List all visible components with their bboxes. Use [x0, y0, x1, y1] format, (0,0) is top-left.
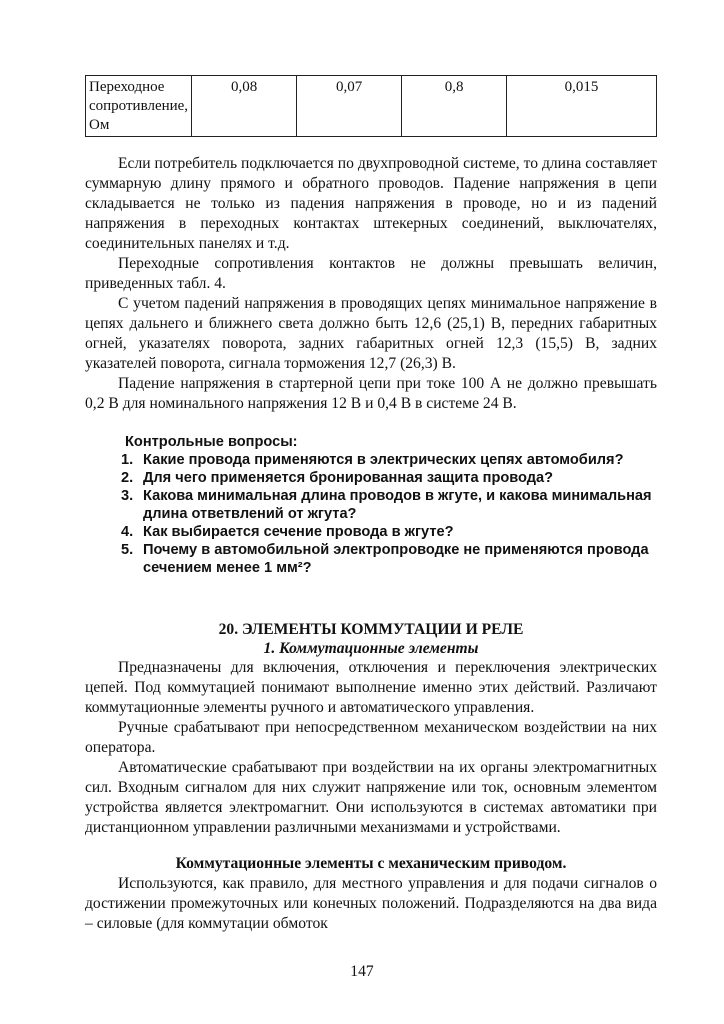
table-cell-value: 0,8	[402, 76, 507, 137]
question-number: 2.	[121, 470, 134, 486]
table-cell-value: 0,015	[507, 76, 657, 137]
list-item	[85, 487, 657, 523]
section-title: 20. ЭЛЕМЕНТЫ КОММУТАЦИИ И РЕЛЕ	[218, 621, 524, 638]
body-text	[85, 154, 657, 414]
questions-list	[85, 451, 657, 577]
question-number: 4.	[121, 524, 134, 540]
paragraph: Предназначены для включения, отключения и переключения электрических цепей. Под коммутацией понимают выполнение именно этих действий. Различают коммутационные элементы ручного и автоматического управления.	[85, 659, 657, 716]
question-text: Какова минимальная длина проводов в жгуте, и какова минимальная длина ответвлений от жгута?	[143, 488, 652, 522]
paragraph: Переходные сопротивления контактов не должны превышать величин, приведенных табл. 4.	[85, 255, 657, 292]
resistance-table	[85, 75, 657, 137]
question-text: Как выбирается сечение провода в жгуте?	[143, 524, 454, 540]
question-number: 5.	[121, 542, 134, 558]
review-questions	[85, 433, 657, 577]
question-text: Почему в автомобильной электропроводке не применяются провода сечением менее 1 мм²?	[143, 542, 649, 576]
table-row	[86, 76, 657, 137]
paragraph: С учетом падений напряжения в проводящих цепях минимальное напряжение в цепях дальнего и ближнего света должно быть 12,6 (25,1) В, передних габаритных огней, указателях поворота, задних габаритных огней 12,3 (15,5) В, задних указателей поворота, сигнала торможения 12,7 (26,3) В.	[85, 295, 657, 372]
question-text: Для чего применяется бронированная защита провода?	[143, 470, 554, 486]
table-cell-value: 0,08	[192, 76, 297, 137]
paragraph: Если потребитель подключается по двухпроводной системе, то длина составляет суммарную длину прямого и обратного проводов. Падение напряжения в цепи складывается не только из падения напряжения в проводе, но и из падений напряжения в переходных контактах штекерных соединений, выключателях, соединительных панелях и т.д.	[85, 155, 657, 252]
paragraph: Ручные срабатывают при непосредственном механическом воздействии на них оператора.	[85, 719, 657, 756]
page-number: 147	[350, 963, 374, 980]
paragraph: Используются, как правило, для местного управления и для подачи сигналов о достижении промежуточных или конечных положений. Подразделяются на два вида – силовые (для коммутации обмоток	[85, 875, 657, 932]
section-subtitle: 1. Коммутационные элементы	[263, 640, 479, 657]
table-cell-value: 0,07	[297, 76, 402, 137]
list-item	[85, 469, 657, 487]
paragraph: Падение напряжения в стартерной цепи при токе 100 А не должно превышать 0,2 В для номинального напряжения 12 В и 0,4 В в системе 24 В.	[85, 375, 657, 412]
list-item	[85, 541, 657, 577]
paragraph: Автоматические срабатывают при воздействии на их органы электромагнитных сил. Входным сигналом для них служит напряжение или ток, основным элементом устройства является электромагнит. Они используются в системах автоматики при дистанционном управлении различными механизмами и устройствами.	[85, 759, 657, 836]
subsection-heading: Коммутационные элементы с механическим приводом.	[175, 855, 567, 872]
list-item	[85, 523, 657, 541]
question-number: 3.	[121, 488, 134, 504]
page-content	[85, 75, 657, 934]
questions-title: Контрольные вопросы:	[125, 434, 298, 450]
list-item	[85, 451, 657, 469]
question-number: 1.	[121, 452, 134, 468]
question-text: Какие провода применяются в электрических цепях автомобиля?	[143, 452, 624, 468]
table-cell-label: Переходное сопротивление, Ом	[86, 76, 192, 137]
